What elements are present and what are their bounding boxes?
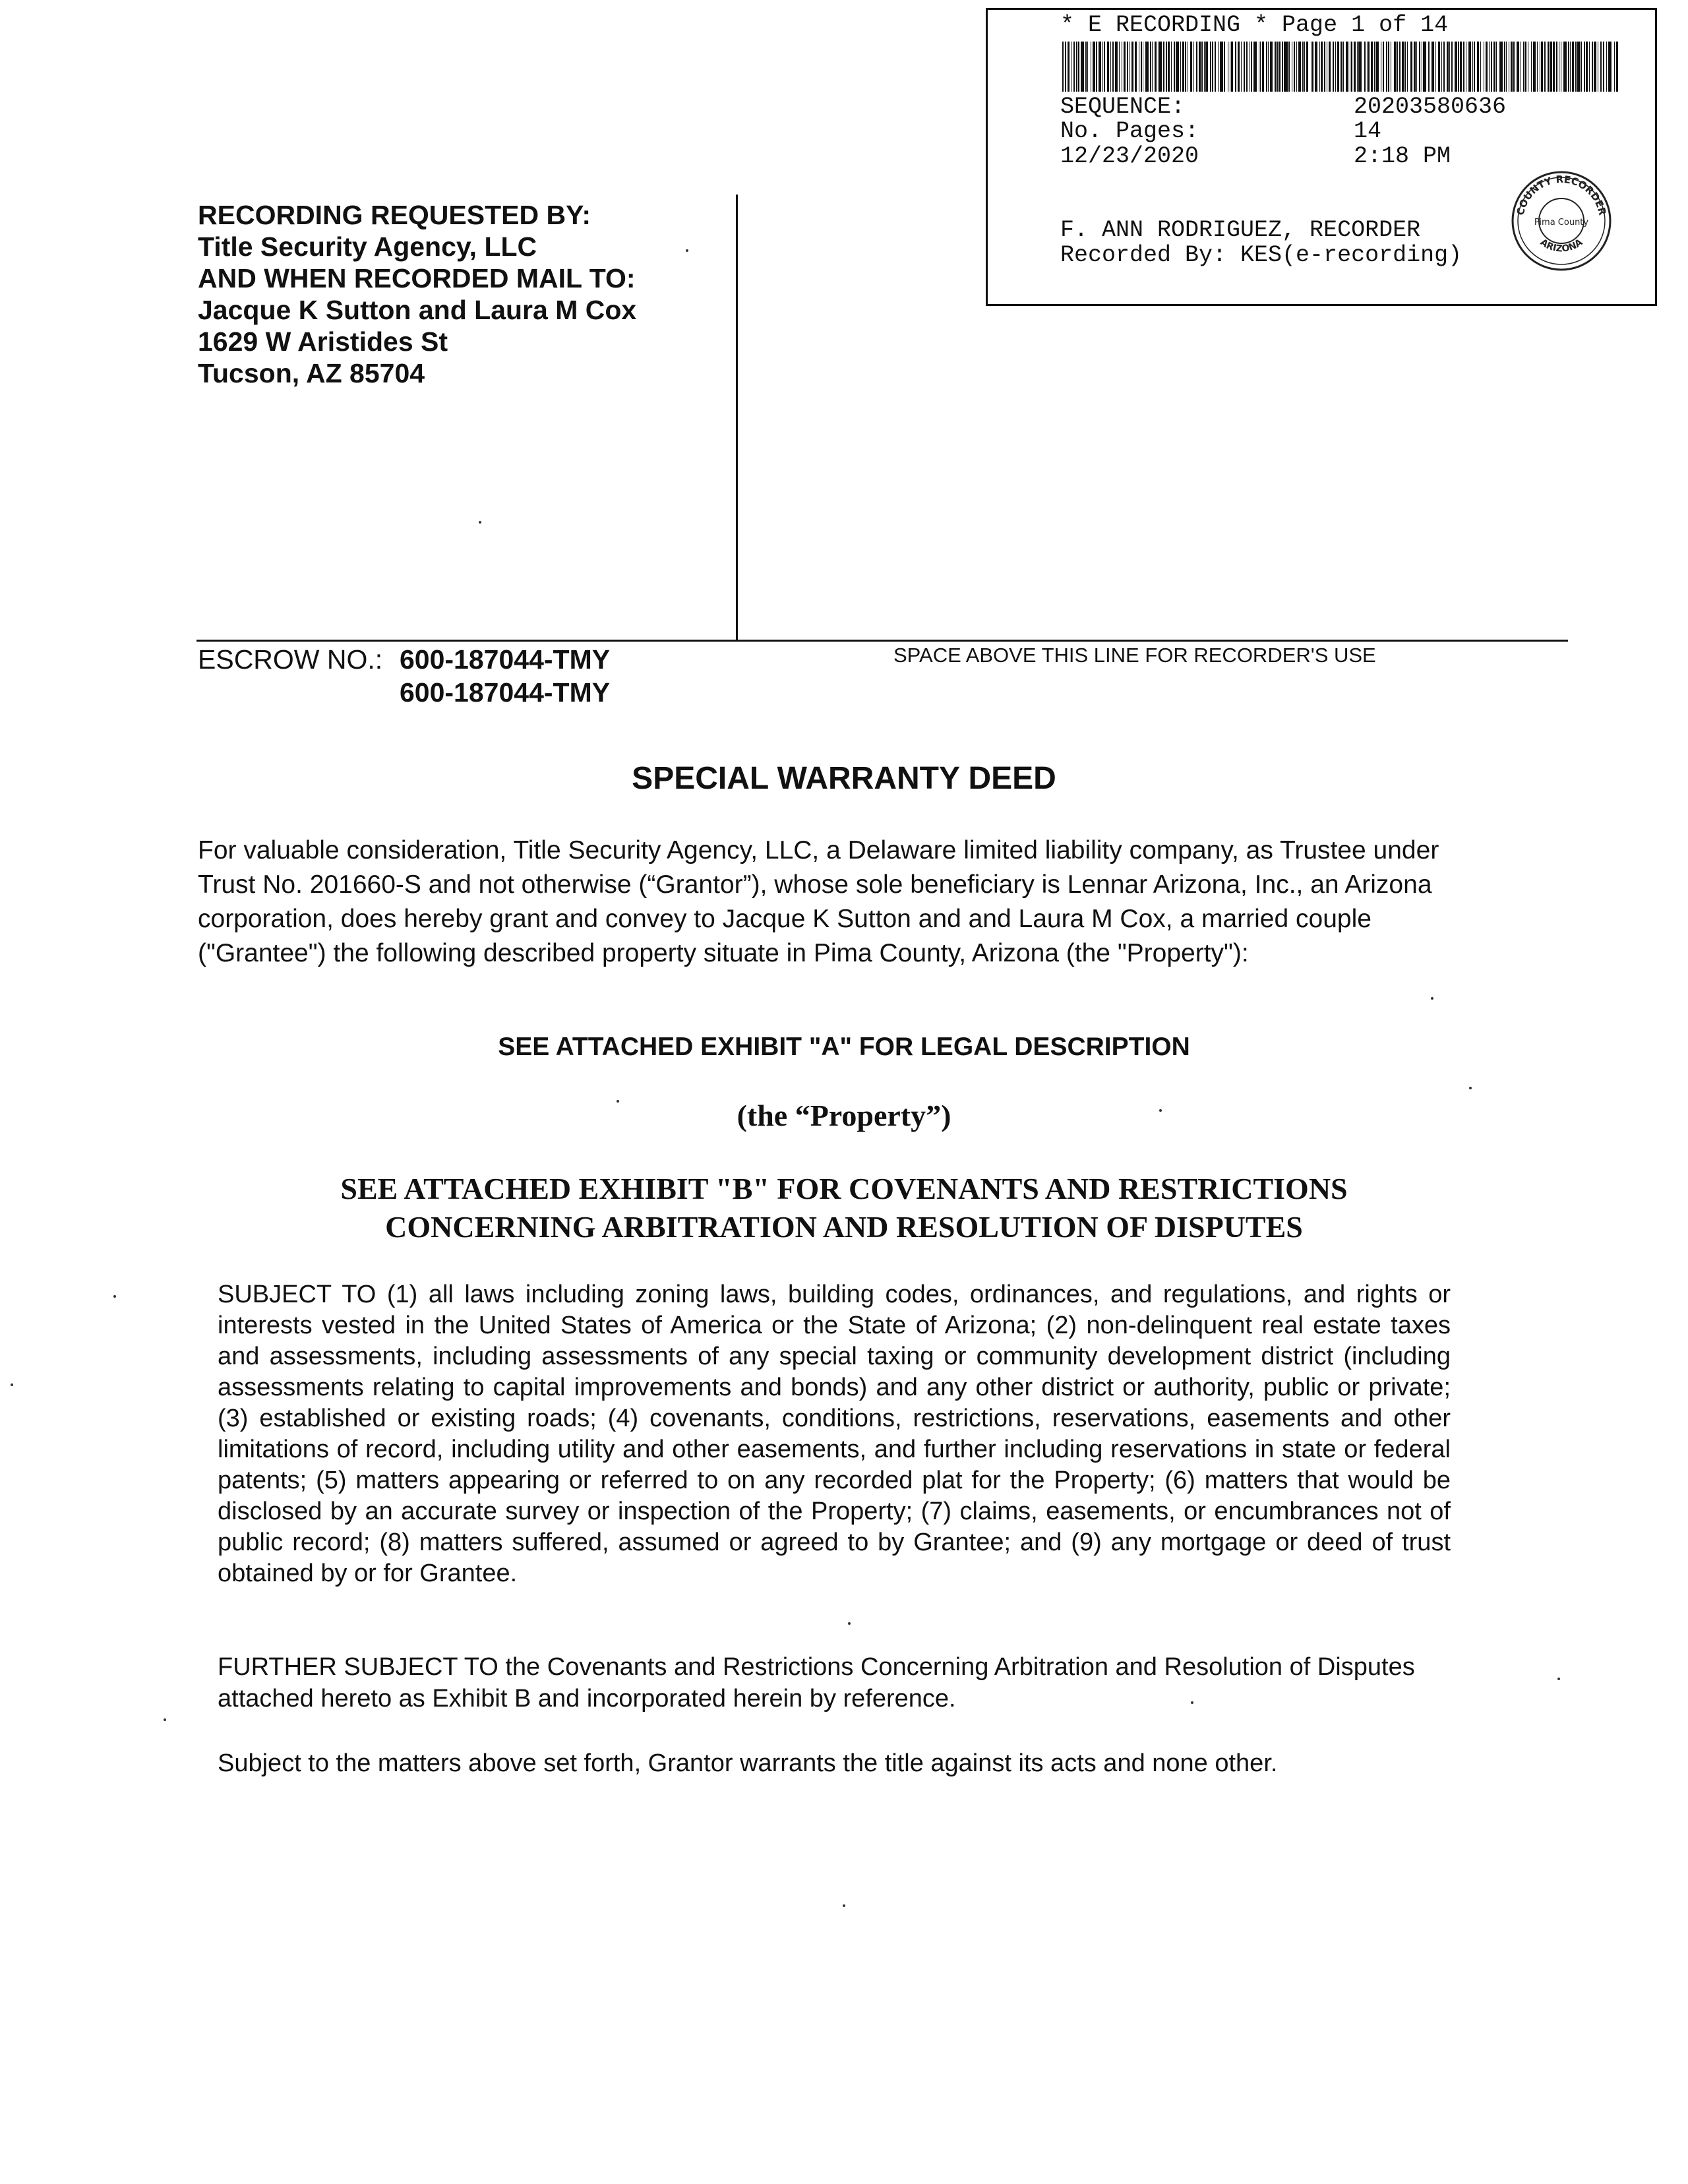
barcode-bar	[1150, 42, 1151, 92]
barcode-bar	[1431, 42, 1432, 92]
scan-speck	[617, 1100, 619, 1103]
barcode-bar	[1594, 42, 1596, 92]
barcode-bar	[1346, 42, 1348, 92]
barcode-bar	[1218, 42, 1219, 92]
barcode-bar	[1199, 42, 1201, 92]
barcode-bar	[1102, 42, 1103, 92]
barcode-bar	[1357, 42, 1358, 92]
barcode-bar	[1616, 42, 1618, 92]
barcode-bar	[1414, 42, 1416, 92]
barcode-bar	[1460, 42, 1462, 92]
barcode-bar	[1364, 42, 1366, 92]
barcode-bar	[1104, 42, 1105, 92]
barcode-bar	[1550, 42, 1552, 92]
recording-time: 2:18 PM	[1354, 143, 1451, 169]
scan-speck	[686, 249, 688, 252]
barcode-bar	[1087, 42, 1088, 92]
barcode-bar	[1386, 42, 1388, 92]
recorded-by: Recorded By: KES(e-recording)	[1060, 242, 1462, 268]
barcode-bar	[1319, 42, 1320, 92]
barcode-bar	[1506, 42, 1507, 92]
barcode-bar	[1238, 42, 1240, 92]
barcode-bar	[1586, 42, 1588, 92]
recording-divider-vertical	[736, 195, 738, 640]
barcode-bar	[1141, 42, 1142, 92]
exhibit-b-line-2: CONCERNING ARBITRATION AND RESOLUTION OF DISPUTES	[385, 1210, 1303, 1244]
barcode-bar	[1493, 42, 1495, 92]
barcode-bar	[1463, 42, 1464, 92]
barcode-bar	[1180, 42, 1181, 92]
barcode-bar	[1093, 42, 1095, 92]
barcode-bar	[1321, 42, 1323, 92]
barcode-bar	[1354, 42, 1356, 92]
barcode-bar	[1270, 42, 1273, 92]
barcode-bar	[1581, 42, 1582, 92]
barcode-bar	[1575, 42, 1576, 92]
barcode-bar	[1537, 42, 1538, 92]
scan-speck	[164, 1718, 166, 1721]
barcode-bar	[1171, 42, 1172, 92]
pages-label: No. Pages:	[1060, 118, 1199, 144]
barcode-bar	[1262, 42, 1264, 92]
barcode-bar	[1312, 42, 1313, 92]
escrow-number: 600-187044-TMY	[400, 644, 611, 675]
recording-date: 12/23/2020	[1060, 143, 1199, 169]
barcode-bar	[1296, 42, 1297, 92]
barcode-bar	[1081, 42, 1084, 92]
barcode-bar	[1062, 42, 1064, 92]
barcode-bar	[1279, 42, 1281, 92]
barcode-bar	[1315, 42, 1317, 92]
barcode-bar	[1371, 42, 1373, 92]
barcode-bar	[1468, 42, 1471, 92]
barcode-bar	[1159, 42, 1162, 92]
barcode-bar	[1449, 42, 1450, 92]
pages-value: 14	[1354, 118, 1382, 144]
county-recorder-seal	[1509, 168, 1614, 274]
barcode-bar	[1324, 42, 1325, 92]
barcode-bar	[1496, 42, 1497, 92]
barcode-bar	[1163, 42, 1164, 92]
barcode-bar	[1284, 42, 1287, 92]
barcode-bar	[1474, 42, 1475, 92]
barcode-bar	[1511, 42, 1513, 92]
barcode-bar	[1127, 42, 1128, 92]
barcode-bar	[1158, 42, 1159, 92]
barcode-bar	[1553, 42, 1555, 92]
scan-speck	[479, 521, 481, 524]
barcode-bar	[1416, 42, 1417, 92]
warranty-paragraph: Subject to the matters above set forth, Grantor warrants the title against its acts and none other.	[218, 1749, 1278, 1777]
barcode-bar	[1486, 42, 1488, 92]
barcode-bar	[1231, 42, 1233, 92]
seal-ring-text: COUNTY RECORDER	[1514, 173, 1609, 217]
exhibit-b-line-1: SEE ATTACHED EXHIBIT "B" FOR COVENANTS AND RESTRICTIONS	[340, 1172, 1348, 1205]
stamp-header: * E RECORDING * Page 1 of 14	[1060, 12, 1449, 38]
barcode-bar	[1589, 42, 1590, 92]
barcode-bar	[1115, 42, 1118, 92]
barcode-bar	[1455, 42, 1457, 92]
barcode-bar	[1210, 42, 1211, 92]
barcode-bar	[1065, 42, 1066, 92]
barcode-bar	[1402, 42, 1404, 92]
scan-speck	[848, 1622, 851, 1625]
barcode-bar	[1205, 42, 1208, 92]
sequence-label: SEQUENCE:	[1060, 94, 1186, 120]
barcode-bar	[1477, 42, 1479, 92]
barcode-bar	[1368, 42, 1369, 92]
barcode-bar	[1513, 42, 1515, 92]
barcode-bar	[1196, 42, 1197, 92]
barcode-bar	[1358, 42, 1362, 92]
barcode-bar	[1342, 42, 1343, 92]
barcode-bar	[1268, 42, 1269, 92]
barcode-bar	[1124, 42, 1126, 92]
barcode-bar	[1441, 42, 1443, 92]
mail-to-label: AND WHEN RECORDED MAIL TO:	[198, 263, 636, 293]
barcode-bar	[1201, 42, 1203, 92]
barcode-bar	[1068, 42, 1070, 92]
barcode-bar	[1085, 42, 1087, 92]
barcode-bar	[1078, 42, 1079, 92]
barcode-bar	[1182, 42, 1184, 92]
barcode-bar	[1419, 42, 1420, 92]
document-title: SPECIAL WARRANTY DEED	[632, 761, 1056, 796]
seal-center-text: Pima County	[1534, 218, 1589, 228]
barcode-bar	[1073, 42, 1075, 92]
barcode-bar	[1107, 42, 1109, 92]
barcode-bar	[1215, 42, 1217, 92]
barcode-bar	[1388, 42, 1389, 92]
scan-speck	[1191, 1701, 1193, 1704]
barcode-bar	[1563, 42, 1567, 92]
scan-speck	[1557, 1678, 1560, 1680]
barcode-bar	[1212, 42, 1213, 92]
recorder-name: F. ANN RODRIGUEZ, RECORDER	[1060, 217, 1421, 243]
barcode-bar	[1541, 42, 1543, 92]
barcode-bar	[1131, 42, 1134, 92]
barcode-bar	[1499, 42, 1503, 92]
recording-requested-by-label: RECORDING REQUESTED BY:	[198, 200, 591, 230]
scan-speck	[11, 1383, 13, 1386]
barcode-bar	[1608, 42, 1611, 92]
barcode-bar	[1489, 42, 1490, 92]
exhibit-a-reference: SEE ATTACHED EXHIBIT "A" FOR LEGAL DESCRIPTION	[498, 1033, 1190, 1061]
mail-to-street: 1629 W Aristides St	[198, 326, 448, 357]
barcode-bar	[1383, 42, 1384, 92]
barcode-bar	[1235, 42, 1236, 92]
barcode-bar	[1135, 42, 1137, 92]
further-subject-paragraph: FURTHER SUBJECT TO the Covenants and Restrictions Concerning Arbitration and Resolution of Disputes attached hereto as Exhibit B and incorporated herein by reference.	[218, 1653, 1415, 1713]
barcode-bar	[1428, 42, 1430, 92]
barcode-bar	[1397, 42, 1398, 92]
barcode-bar	[1399, 42, 1400, 92]
barcode-bar	[1525, 42, 1527, 92]
barcode-bar	[1592, 42, 1593, 92]
barcode-bar	[1176, 42, 1178, 92]
barcode-bar	[1298, 42, 1301, 92]
barcode-bar	[1168, 42, 1170, 92]
barcode-bar	[1119, 42, 1120, 92]
barcode-bar	[1376, 42, 1379, 92]
barcode-bar	[1423, 42, 1426, 92]
barcode-bar	[1241, 42, 1242, 92]
barcode-bar	[1220, 42, 1223, 92]
barcode-bar	[1451, 42, 1453, 92]
barcode-bar	[1544, 42, 1546, 92]
barcode-bar	[1110, 42, 1111, 92]
barcode-bar	[1193, 42, 1194, 92]
barcode-bar	[1404, 42, 1406, 92]
scan-speck	[1469, 1087, 1472, 1089]
barcode-bar	[1480, 42, 1482, 92]
barcode-bar	[1224, 42, 1225, 92]
escrow-label: ESCROW NO.:	[198, 644, 383, 675]
subject-to-paragraph: SUBJECT TO (1) all laws including zoning laws, building codes, ordinances, and regulations, and rights or interests vested in the United States of America or the State of Arizona; (2) non-delinquent real estate taxes and assessments, including assessments of any special taxing or community development district (including assessments relating to capital improvements and bonds) and any other district or authority, public or private; (3) established or existing roads; (4) covenants, conditions, restrictions, reservations, easements and other limitations of record, including utility and other easements, and further including reservations in state or federal patents; (5) matters appearing or referred to on any recorded plat for the Property; (6) matters that would be disclosed by an accurate survey or inspection of the Property; (7) claims, easements, or encumbrances not of public record; (8) matters suffered, assumed or agreed to by Grantee; and (9) any mortgage or deed of trust obtained by or for Grantee.	[218, 1281, 1451, 1587]
scan-speck	[113, 1295, 116, 1298]
barcode-bar	[1572, 42, 1574, 92]
mail-to-names: Jacque K Sutton and Laura M Cox	[198, 295, 637, 325]
barcode-bar	[1491, 42, 1492, 92]
barcode-bar	[1447, 42, 1449, 92]
scan-speck	[843, 1904, 845, 1907]
barcode-bar	[1410, 42, 1413, 92]
seal-bottom-text: ARIZONA	[1538, 237, 1585, 255]
barcode-bar	[1531, 42, 1532, 92]
scan-speck	[1431, 997, 1433, 1000]
barcode-bar	[1329, 42, 1331, 92]
barcode-bar	[1603, 42, 1604, 92]
barcode-bar	[1523, 42, 1524, 92]
barcode-bar	[1533, 42, 1536, 92]
recorder-use-line	[196, 640, 1568, 642]
barcode-bar	[1302, 42, 1304, 92]
barcode-bar	[1606, 42, 1607, 92]
barcode-bar	[1246, 42, 1248, 92]
barcode-bar	[1443, 42, 1444, 92]
barcode-bar	[1251, 42, 1252, 92]
barcode-bar	[1351, 42, 1352, 92]
barcode-bar	[1458, 42, 1459, 92]
barcode-bar	[1253, 42, 1256, 92]
barcode-bar	[1600, 42, 1602, 92]
recorder-stamp-box	[986, 8, 1657, 306]
barcode-bar	[1367, 42, 1368, 92]
barcode-bar	[1304, 42, 1305, 92]
barcode-bar	[1244, 42, 1245, 92]
barcode-bar	[1204, 42, 1205, 92]
barcode-bar	[1152, 42, 1153, 92]
barcode-bar	[1099, 42, 1101, 92]
recorder-use-note: SPACE ABOVE THIS LINE FOR RECORDER'S USE	[893, 644, 1376, 667]
barcode-bar	[1472, 42, 1473, 92]
grant-paragraph: For valuable consideration, Title Security Agency, LLC, a Delaware limited liability company, as Trustee under Trust No. 201660-S and not otherwise (“Grantor”), whose sole beneficiary is Lennar Arizona, Inc., an Arizona corporation, does hereby grant and convey to Jacque K Sutton and and Laura M Cox, a married couple ("Grantee") the following described property situate in Pima County, Arizona (the "Property"):	[198, 836, 1439, 967]
scan-speck	[1159, 1109, 1162, 1112]
barcode-bar	[1155, 42, 1157, 92]
barcode-bar	[1174, 42, 1175, 92]
barcode-bar	[1277, 42, 1278, 92]
barcode-bar	[1335, 42, 1337, 92]
barcode-bar	[1394, 42, 1397, 92]
barcode-bar	[1556, 42, 1557, 92]
exhibit-b-reference	[0, 1170, 1688, 1246]
recording-block	[198, 199, 636, 389]
barcode-bar	[1096, 42, 1097, 92]
requesting-party: Title Security Agency, LLC	[198, 231, 537, 262]
barcode-bar	[1391, 42, 1392, 92]
barcode-bar	[1374, 42, 1375, 92]
barcode	[1062, 42, 1621, 92]
property-caption: (the “Property”)	[737, 1099, 951, 1132]
barcode-bar	[1407, 42, 1408, 92]
barcode-bar	[1337, 42, 1339, 92]
barcode-bar	[1275, 42, 1277, 92]
barcode-bar	[1112, 42, 1114, 92]
escrow-number-duplicate: 600-187044-TMY	[400, 677, 611, 708]
barcode-bar	[1185, 42, 1186, 92]
barcode-bar	[1504, 42, 1505, 92]
barcode-bar	[1432, 42, 1434, 92]
barcode-bar	[1306, 42, 1308, 92]
mail-to-city: Tucson, AZ 85704	[198, 358, 425, 388]
barcode-bar	[1145, 42, 1149, 92]
barcode-bar	[1438, 42, 1441, 92]
barcode-bar	[1614, 42, 1615, 92]
barcode-bar	[1288, 42, 1290, 92]
barcode-bar	[1559, 42, 1560, 92]
barcode-bar	[1266, 42, 1267, 92]
barcode-bar	[1568, 42, 1569, 92]
barcode-bar	[1190, 42, 1193, 92]
barcode-bar	[1294, 42, 1296, 92]
barcode-bar	[1517, 42, 1519, 92]
barcode-bar	[1341, 42, 1342, 92]
barcode-bar	[1577, 42, 1580, 92]
barcode-bar	[1260, 42, 1261, 92]
barcode-bar	[1570, 42, 1571, 92]
barcode-bar	[1435, 42, 1436, 92]
sequence-value: 20203580636	[1354, 94, 1507, 120]
barcode-bar	[1076, 42, 1078, 92]
